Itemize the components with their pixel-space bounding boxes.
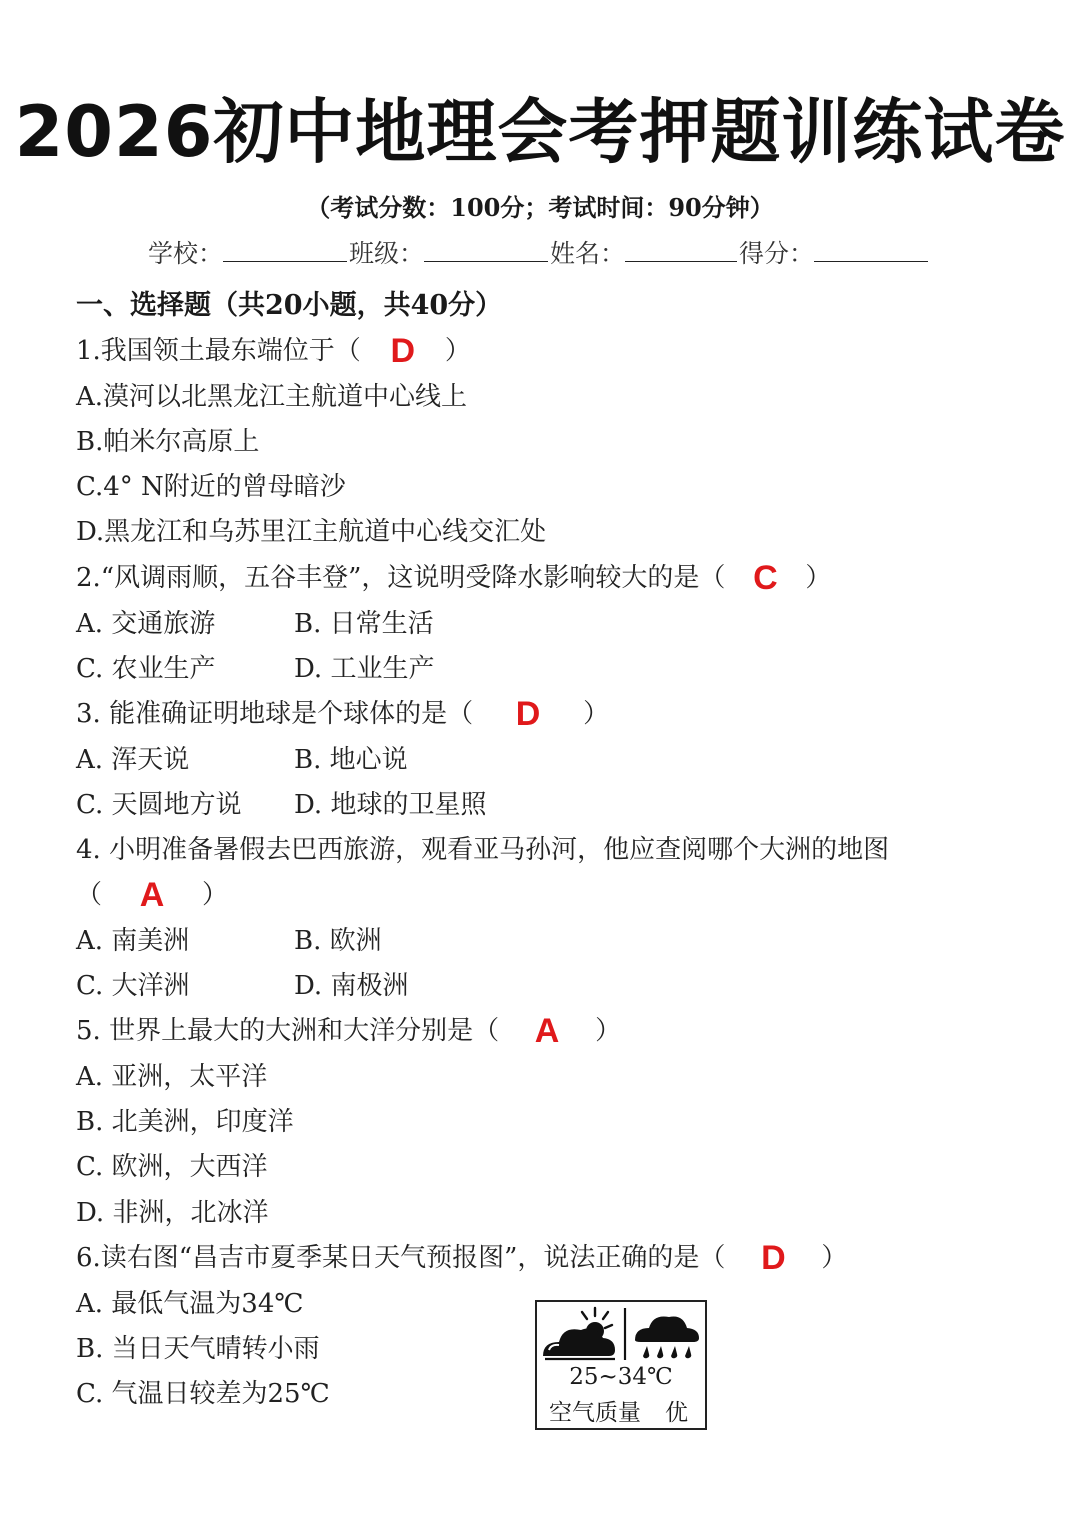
name-label: 姓名： bbox=[550, 239, 626, 268]
light-rain-icon bbox=[635, 1316, 699, 1358]
temperature-range: 25~34℃ bbox=[569, 1364, 673, 1390]
q5-option-c: C. 欧洲，大西洋 bbox=[76, 1152, 268, 1182]
class-blank bbox=[424, 235, 548, 262]
answer-mark: A bbox=[139, 876, 165, 914]
air-quality-label: 空气质量 bbox=[549, 1400, 641, 1426]
q5-option-d: D. 非洲，北冰洋 bbox=[76, 1198, 269, 1228]
q3-option-b: B. 地心说 bbox=[294, 745, 408, 775]
school-label: 学校： bbox=[148, 239, 224, 268]
q2-option-c: C. 农业生产 bbox=[76, 654, 216, 684]
weather-forecast-card bbox=[535, 1300, 707, 1430]
answer-mark: D bbox=[390, 332, 416, 370]
score-label: 得分： bbox=[739, 239, 815, 268]
q4-option-a: A. 南美洲 bbox=[76, 926, 190, 956]
q4-options-row-1 bbox=[76, 921, 382, 961]
q1-option-a: A.漠河以北黑龙江主航道中心线上 bbox=[76, 382, 468, 412]
q1-option-b: B.帕米尔高原上 bbox=[76, 427, 260, 457]
q4-option-b: B. 欧洲 bbox=[294, 926, 382, 956]
q4-option-c: C. 大洋洲 bbox=[76, 971, 190, 1001]
weather-icons bbox=[537, 1304, 705, 1366]
q1-option-d: D.黑龙江和乌苏里江主航道中心线交汇处 bbox=[76, 517, 547, 547]
q2-options-row-2 bbox=[76, 649, 435, 689]
question-5-stem: 5. 世界上最大的大洲和大洋分别是（ A ） bbox=[76, 1012, 622, 1050]
air-quality bbox=[549, 1398, 688, 1428]
q6-option-c: C. 气温日较差为25℃ bbox=[76, 1379, 330, 1409]
q2-options-row-1 bbox=[76, 604, 434, 644]
q5-option-a: A. 亚洲，太平洋 bbox=[76, 1062, 268, 1092]
q3-options-row-2 bbox=[76, 785, 487, 825]
question-1-stem: 1.我国领土最东端位于（ D ） bbox=[76, 332, 471, 370]
answer-mark: C bbox=[753, 559, 778, 597]
q4-option-d: D. 南极洲 bbox=[294, 971, 409, 1001]
question-4-answer-line: （ A ） bbox=[76, 876, 229, 914]
answer-mark: D bbox=[515, 695, 541, 733]
school-blank bbox=[223, 235, 347, 262]
q2-option-b: B. 日常生活 bbox=[294, 609, 434, 639]
q6-option-b: B. 当日天气晴转小雨 bbox=[76, 1334, 320, 1364]
question-4-stem: 4. 小明准备暑假去巴西旅游，观看亚马孙河，他应查阅哪个大洲的地图 bbox=[76, 835, 890, 865]
exam-subtitle: （考试分数：100分；考试时间：90分钟） bbox=[306, 193, 774, 222]
question-3-stem: 3. 能准确证明地球是个球体的是（ D ） bbox=[76, 695, 610, 733]
q3-options-row-1 bbox=[76, 740, 408, 780]
answer-mark: A bbox=[534, 1012, 560, 1050]
name-blank bbox=[625, 235, 737, 262]
score-blank bbox=[814, 235, 928, 262]
q1-option-c: C.4° N附近的曾母暗沙 bbox=[76, 472, 346, 502]
q2-option-a: A. 交通旅游 bbox=[76, 609, 216, 639]
q3-option-c: C. 天圆地方说 bbox=[76, 790, 242, 820]
section-heading: 一、选择题（共20小题，共40分） bbox=[76, 290, 503, 321]
page-title: 2026初中地理会考押题训练试卷 bbox=[14, 91, 1066, 173]
class-label: 班级： bbox=[349, 239, 425, 268]
q6-option-a: A. 最低气温为34℃ bbox=[76, 1289, 304, 1319]
student-info-row bbox=[148, 234, 930, 274]
partly-cloudy-icon bbox=[543, 1308, 615, 1359]
q4-options-row-2 bbox=[76, 966, 409, 1006]
q5-option-b: B. 北美洲，印度洋 bbox=[76, 1107, 294, 1137]
q3-option-a: A. 浑天说 bbox=[76, 745, 190, 775]
q3-option-d: D. 地球的卫星照 bbox=[294, 790, 487, 820]
question-6-stem: 6.读右图“昌吉市夏季某日天气预报图”，说法正确的是（ D ） bbox=[76, 1239, 848, 1277]
air-quality-value: 优 bbox=[665, 1400, 688, 1426]
q2-option-d: D. 工业生产 bbox=[294, 654, 435, 684]
question-2-stem: 2.“风调雨顺，五谷丰登”，这说明受降水影响较大的是（ C ） bbox=[76, 559, 832, 597]
answer-mark: D bbox=[761, 1239, 786, 1277]
